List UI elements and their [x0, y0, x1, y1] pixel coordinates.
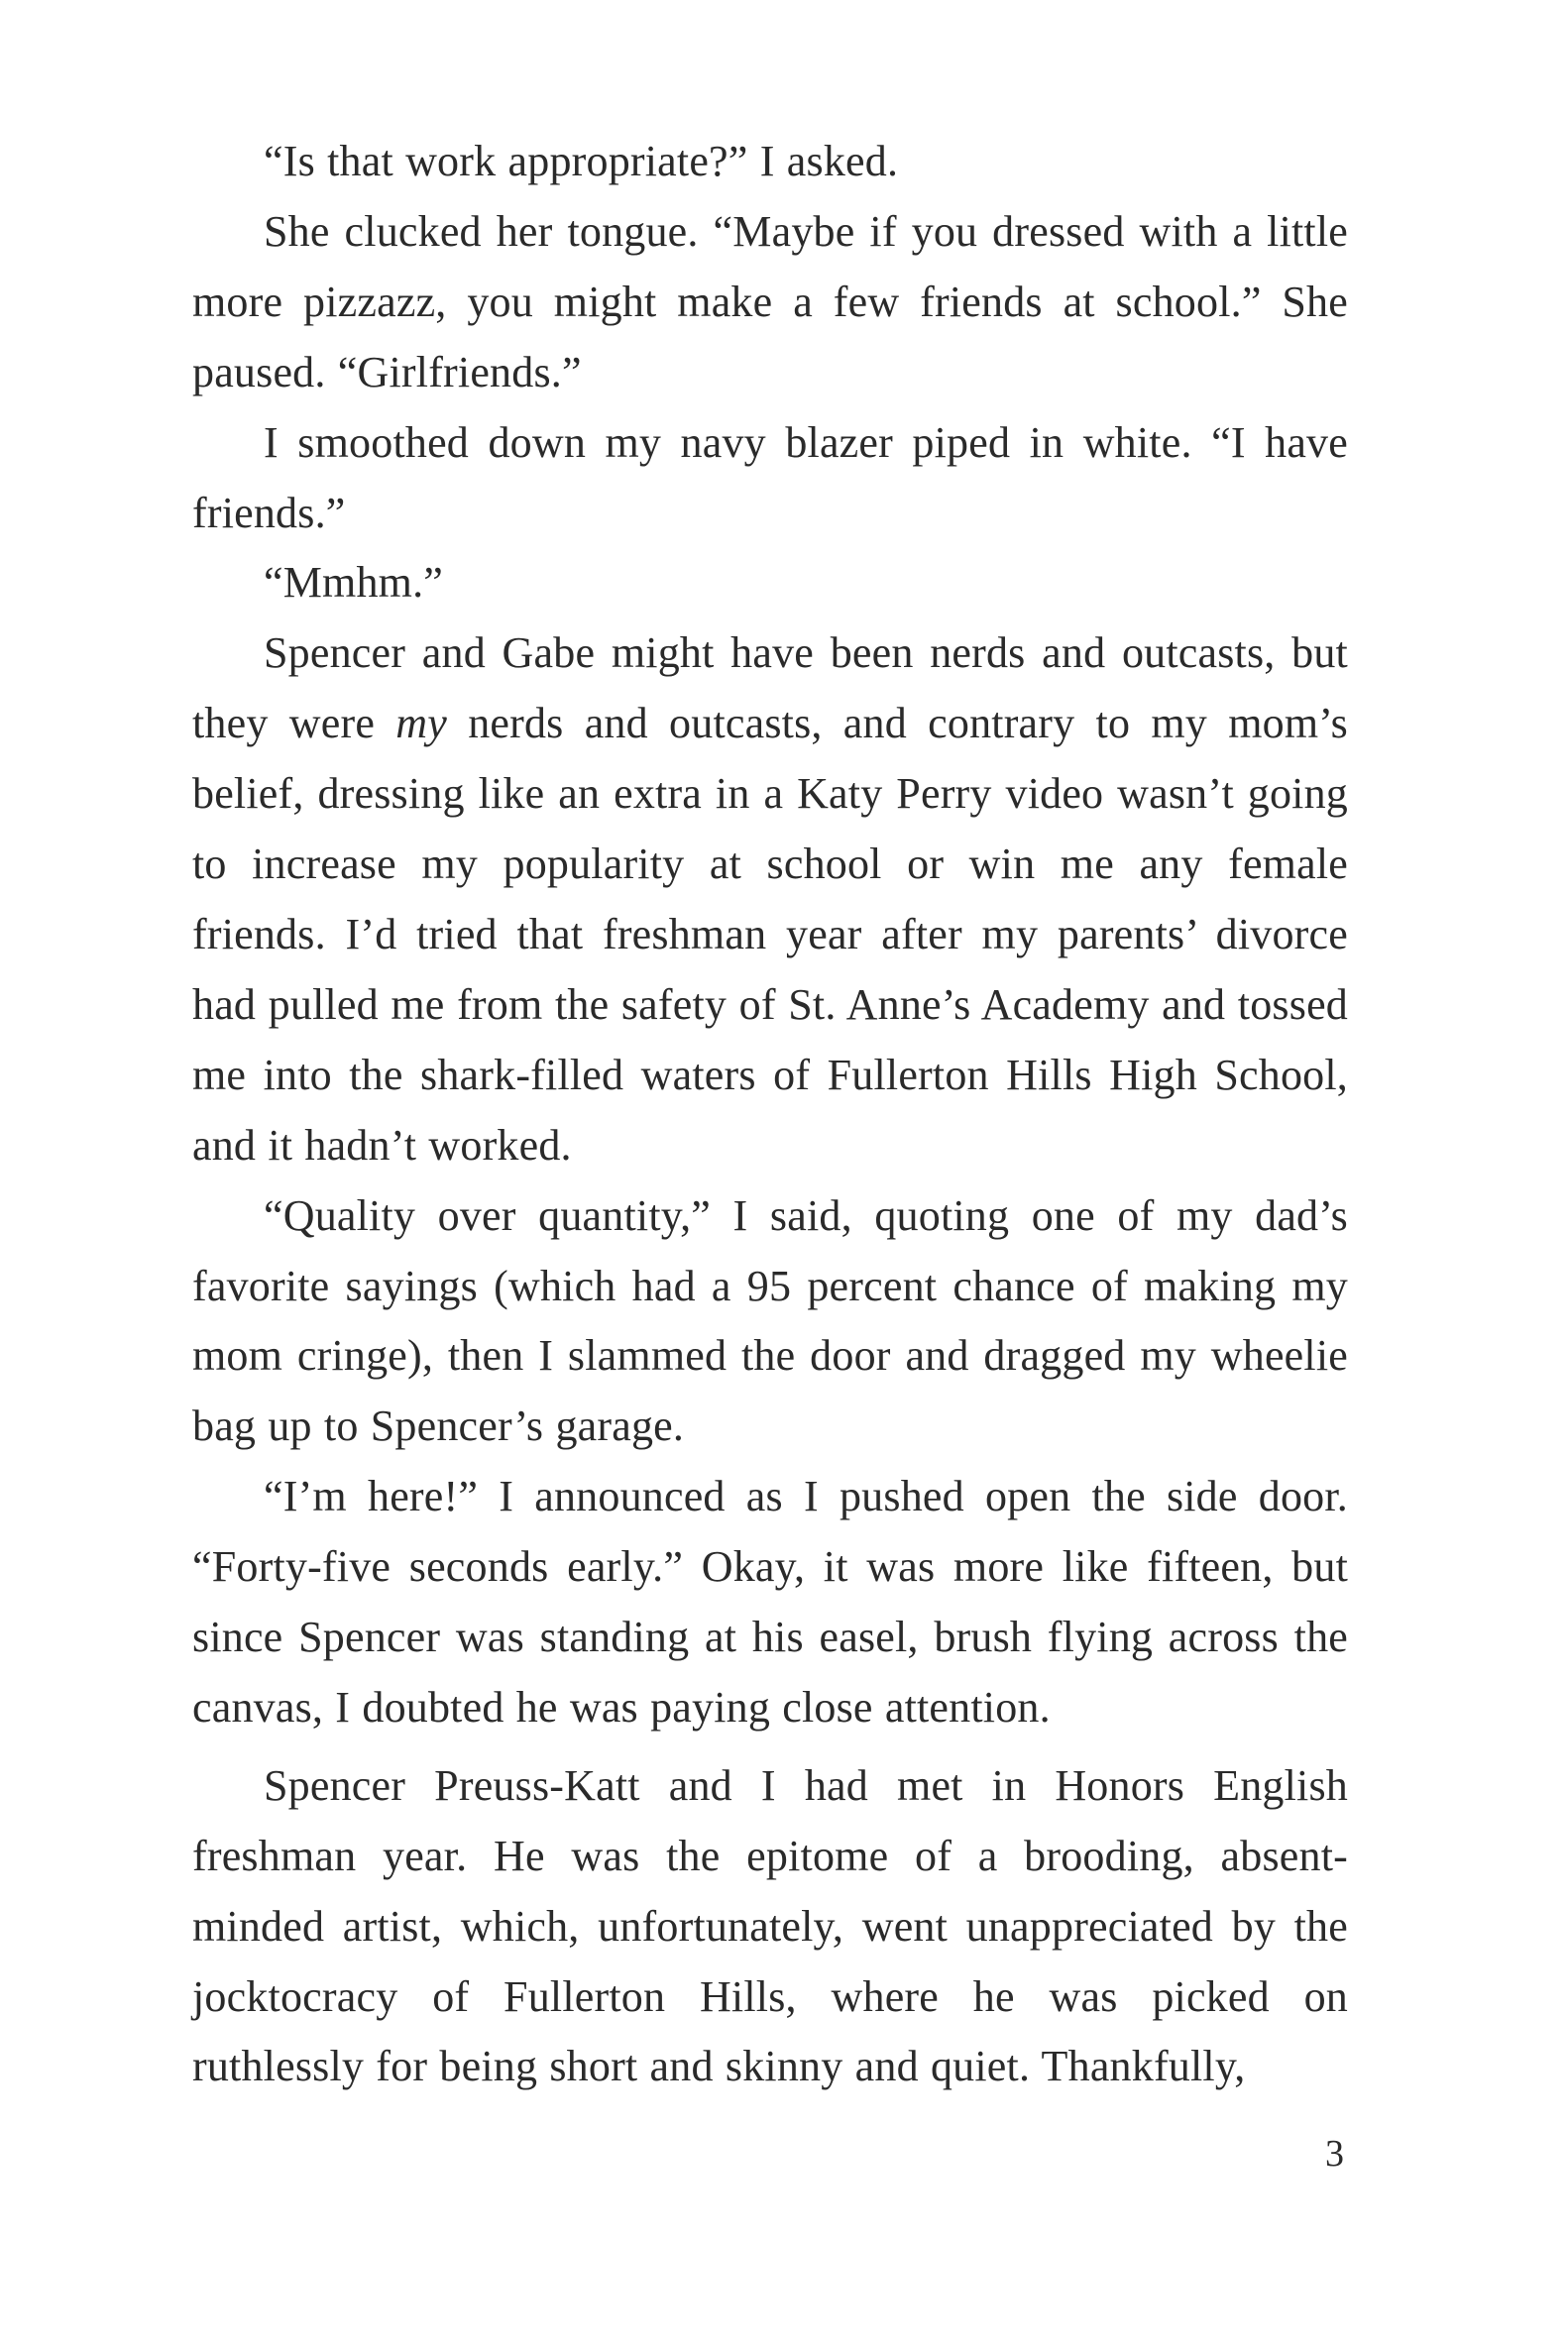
- paragraph-6: “Quality over quantity,” I said, quoting one of my dad’s favorite sayings (which had a 95 percent chance of making my mom cringe), then I slammed the door and dragged my wheelie bag up to Spencer’s garage.: [192, 1190, 1348, 1451]
- paragraph-1: “Is that work appropriate?” I asked.: [264, 137, 899, 185]
- page-number: 3: [1325, 2133, 1344, 2175]
- paragraph-4: “Mmhm.”: [264, 558, 444, 608]
- paragraph-5-end: nerds and outcasts, and contrary to my mom’s belief, dressing like an extra in a Katy Perry video wasn’t going to increase my popularity at school or win me any female friends. I’d tried that freshman year after my parents’ divorce had pulled me from the safety of St. Anne’s Academy and tossed me into the shark-filled waters of Fullerton Hills High School, and it hadn’t worked.: [192, 699, 1348, 1170]
- paragraph-2: She clucked her tongue. “Maybe if you dressed with a little more pizzazz, you might make a few friends at school.” She paused. “Girlfriends.”: [192, 206, 1348, 396]
- paragraph-3: I smoothed down my navy blazer piped in white. “I have friends.”: [192, 417, 1348, 537]
- paragraph-5-start: Spencer and Gabe might have been nerds and outcasts, but they were: [192, 628, 1348, 748]
- emphasized-word: my: [395, 699, 447, 748]
- paragraph-7: “I’m here!” I announced as I pushed open the side door. “Forty-five seconds early.” Okay, it was more like fifteen, but since Spencer was standing at his easel, brush flying across the canvas, I doubted he was paying close attention.: [192, 1472, 1348, 1732]
- paragraph-8: Spencer Preuss-Katt and I had met in Honors English freshman year. He was the epitome of a brooding, absent-minded artist, which, unfortunately, went unappreciated by the jocktocracy of Fullerton Hills, where he was picked on ruthlessly for being short and skinny and quiet. Thankfully,: [192, 1760, 1348, 2091]
- body-text: [192, 127, 1348, 2102]
- paragraph-5: [192, 618, 1348, 1180]
